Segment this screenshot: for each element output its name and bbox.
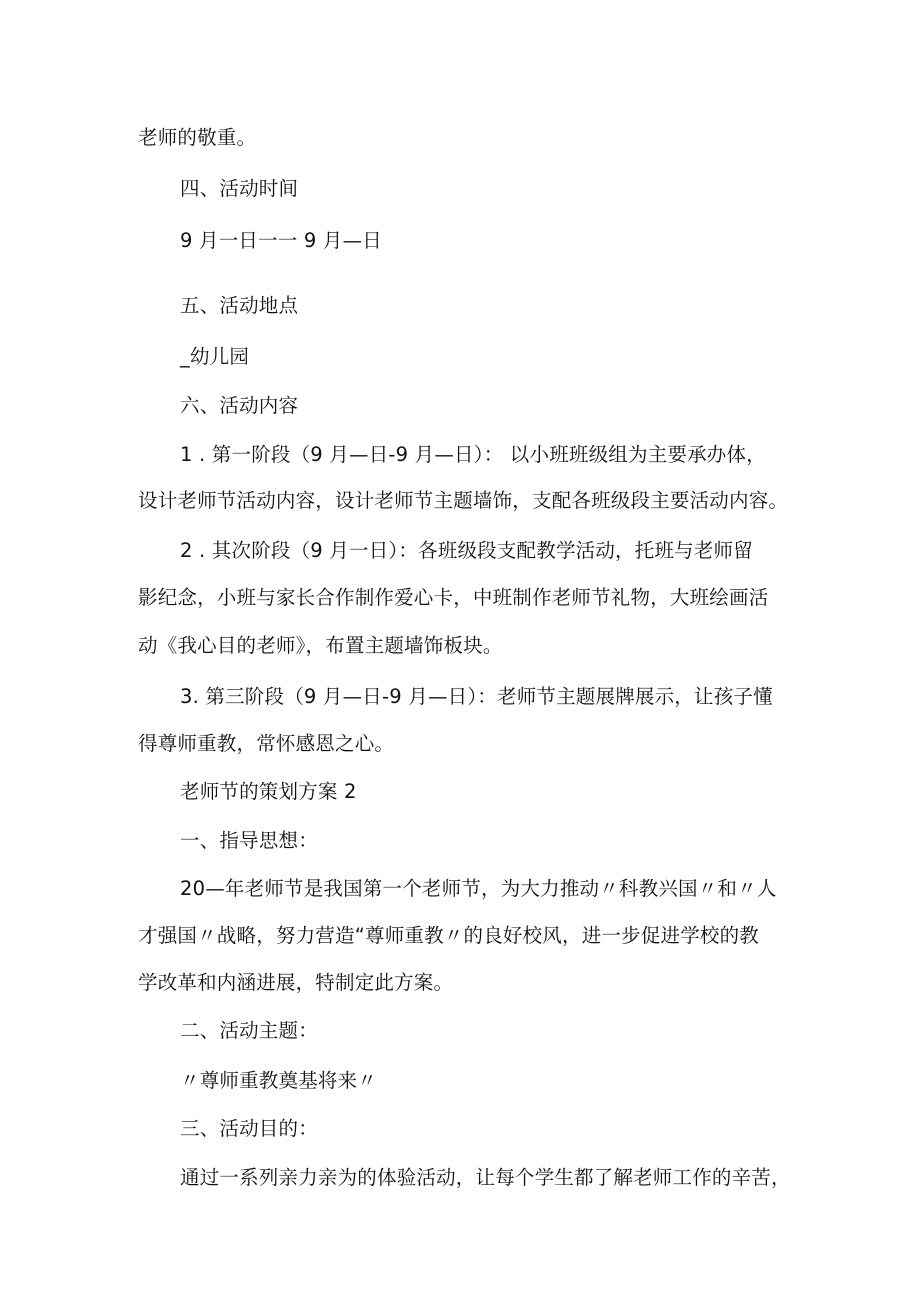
document-subtitle: 老师节的策划方案 2: [180, 780, 357, 803]
paragraph-line: 9 月一日一一 9 月—日: [180, 229, 383, 252]
paragraph-line: 得尊师重教，常怀感恩之心。: [138, 732, 395, 755]
paragraph-line: 1 . 第一阶段（9 月—日-9 月—日）： 以小班班级组为主要承办体，: [180, 443, 766, 466]
section-heading: 二、活动主题：: [180, 1019, 318, 1042]
paragraph-line: 影纪念，小班与家长合作制作爱心卡，中班制作老师节礼物，大班绘画活: [138, 586, 769, 609]
section-heading: 三、活动目的：: [180, 1117, 318, 1140]
paragraph-line: 设计老师节活动内容，设计老师节主题墙饰，支配各班级段主要活动内容。: [138, 489, 789, 512]
section-heading: 六、活动内容: [180, 394, 299, 417]
paragraph-line: 〃尊师重教奠基将来〃: [180, 1069, 378, 1092]
section-heading: 一、指导思想：: [180, 829, 318, 852]
paragraph-line: 动《我心目的老师》，布置主题墙饰板块。: [138, 634, 503, 657]
paragraph-line: 通过一系列亲力亲为的体验活动，让每个学生都了解老师工作的辛苦，: [180, 1166, 791, 1189]
paragraph-line: 才强国〃战略，努力营造“尊师重教〃的良好校风，进一步促进学校的教: [138, 924, 760, 947]
paragraph-line: 3. 第三阶段（9 月—日-9 月—日）：老师节主题展牌展示，让孩子懂: [180, 685, 773, 708]
section-heading: 四、活动时间: [180, 177, 299, 200]
paragraph-line: 20—年老师节是我国第一个老师节，为大力推动〃科教兴国〃和〃人: [180, 877, 777, 900]
section-heading: 五、活动地点: [180, 294, 299, 317]
paragraph-line: 2 . 其次阶段（9 月一日）：各班级段支配教学活动，托班与老师留: [180, 539, 753, 562]
paragraph-line: _幼儿园: [180, 345, 250, 368]
paragraph-line: 老师的敬重。: [138, 126, 257, 149]
paragraph-line: 学改革和内涵进展，特制定此方案。: [138, 971, 454, 994]
